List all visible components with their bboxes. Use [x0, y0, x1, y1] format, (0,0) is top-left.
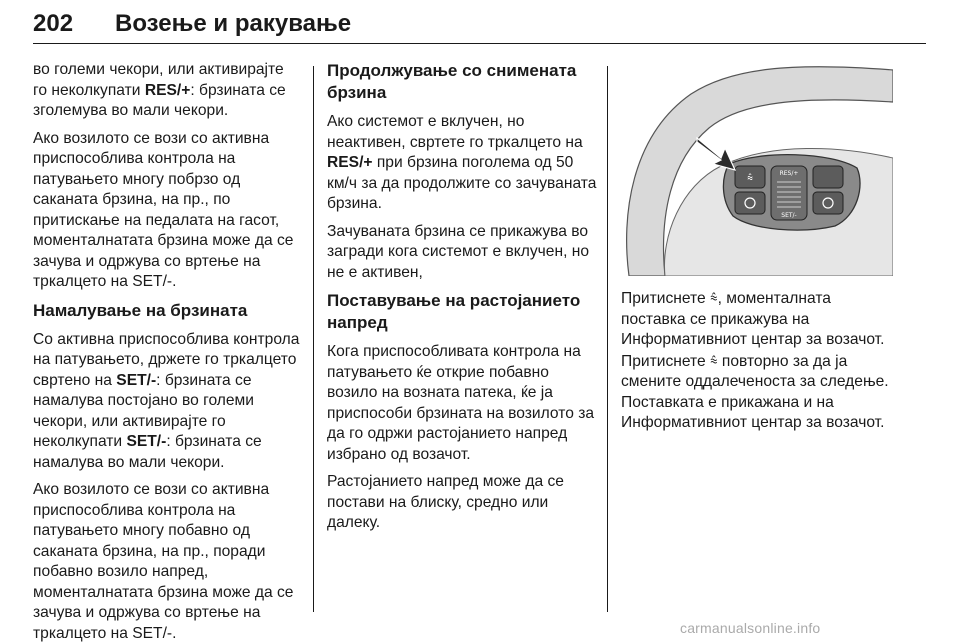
distance-button-icon: ⩯: [709, 290, 718, 305]
column-left: [33, 60, 301, 642]
page-number: 202: [33, 10, 74, 37]
column-divider: [607, 66, 608, 612]
text: Со активна приспособлива контрола на патувањето, држете го тркалцето свртено на: [33, 330, 300, 389]
column-divider: [313, 66, 314, 612]
text: Притиснете: [621, 290, 710, 307]
paragraph: Растојанието напред може да се постави на блиску, средно или далеку.: [327, 473, 564, 531]
watermark: carmanualsonline.info: [680, 620, 821, 636]
text: : брзината се намалува постојано во големи чекори, или активирајте го неколкупати: [33, 371, 254, 450]
paragraph: [33, 60, 301, 122]
svg-text:⩯: ⩯: [747, 173, 753, 184]
paragraph: [621, 288, 893, 434]
steering-wheel-figure: [621, 66, 893, 276]
text: Ако системот е вклучен, но неактивен, свртете го тркалцето на: [327, 113, 583, 151]
text: повторно за да ја смените оддалеченоста за следење. Поставката е прикажана и на Информативниот центар за возачот.: [621, 352, 889, 431]
res-label: RES/+: [779, 170, 799, 177]
text: во големи чекори, или активирајте го неколкупати: [33, 61, 284, 99]
text: , моменталната поставка се прикажува на Информативниот центар за возачот. Притиснете: [621, 290, 885, 370]
paragraph: Кога приспособливата контрола на патувањето ќе открие побавно возило на возната патека, ќе ја приспособи брзината на возилото за да го одржи растојанието напред избрано од возачот.: [327, 343, 595, 463]
section-heading: Продолжување со снимената брзина: [327, 61, 577, 102]
paragraph: Ако возилото се вози со активна приспособлива контрола на патувањето многу побрзо од саканата брзина, на пр., по притискање на педалата на гасот, моменталнатата брзина може да се зачува и одржува со вртење на тркалцето на SET/-.: [33, 129, 294, 290]
set-label: SET/-: [781, 212, 797, 219]
column-middle: [327, 60, 597, 541]
text: : брзината се зголемува во мали чекори.: [33, 81, 286, 119]
paragraph: [33, 330, 301, 474]
chapter-title: Возење и ракување: [115, 10, 352, 37]
page-header: [33, 8, 926, 44]
bold-term: SET/-: [116, 371, 157, 389]
bold-term: RES/+: [327, 154, 373, 171]
text: : брзината се намалува во мали чекори.: [33, 433, 262, 471]
bold-term: RES/+: [144, 81, 191, 99]
paragraph: Ако возилото се вози со активна приспособлива контрола на патувањето многу побавно од саканата брзина, на пр., поради побавно возило напред, моменталнатата брзина може да се зачува и одржува со вртење на тркалцето на SET/-.: [33, 481, 294, 642]
paragraph: Зачуваната брзина се прикажува во загради кога системот е вклучен, но не е активен,: [327, 222, 590, 281]
section-heading: Поставување на растојанието напред: [327, 291, 581, 332]
steering-wheel-illustration: [621, 66, 893, 276]
column-right: [621, 288, 893, 441]
bold-term: SET/-: [126, 433, 167, 450]
text: при брзина поголема од 50 км/ч за да продолжите со зачуваната брзина.: [327, 154, 597, 212]
pointer-arrow-icon: [697, 138, 735, 170]
distance-button-icon: ⩯: [709, 352, 718, 368]
section-heading: Намалување на брзината: [33, 300, 248, 320]
paragraph: [327, 112, 597, 215]
